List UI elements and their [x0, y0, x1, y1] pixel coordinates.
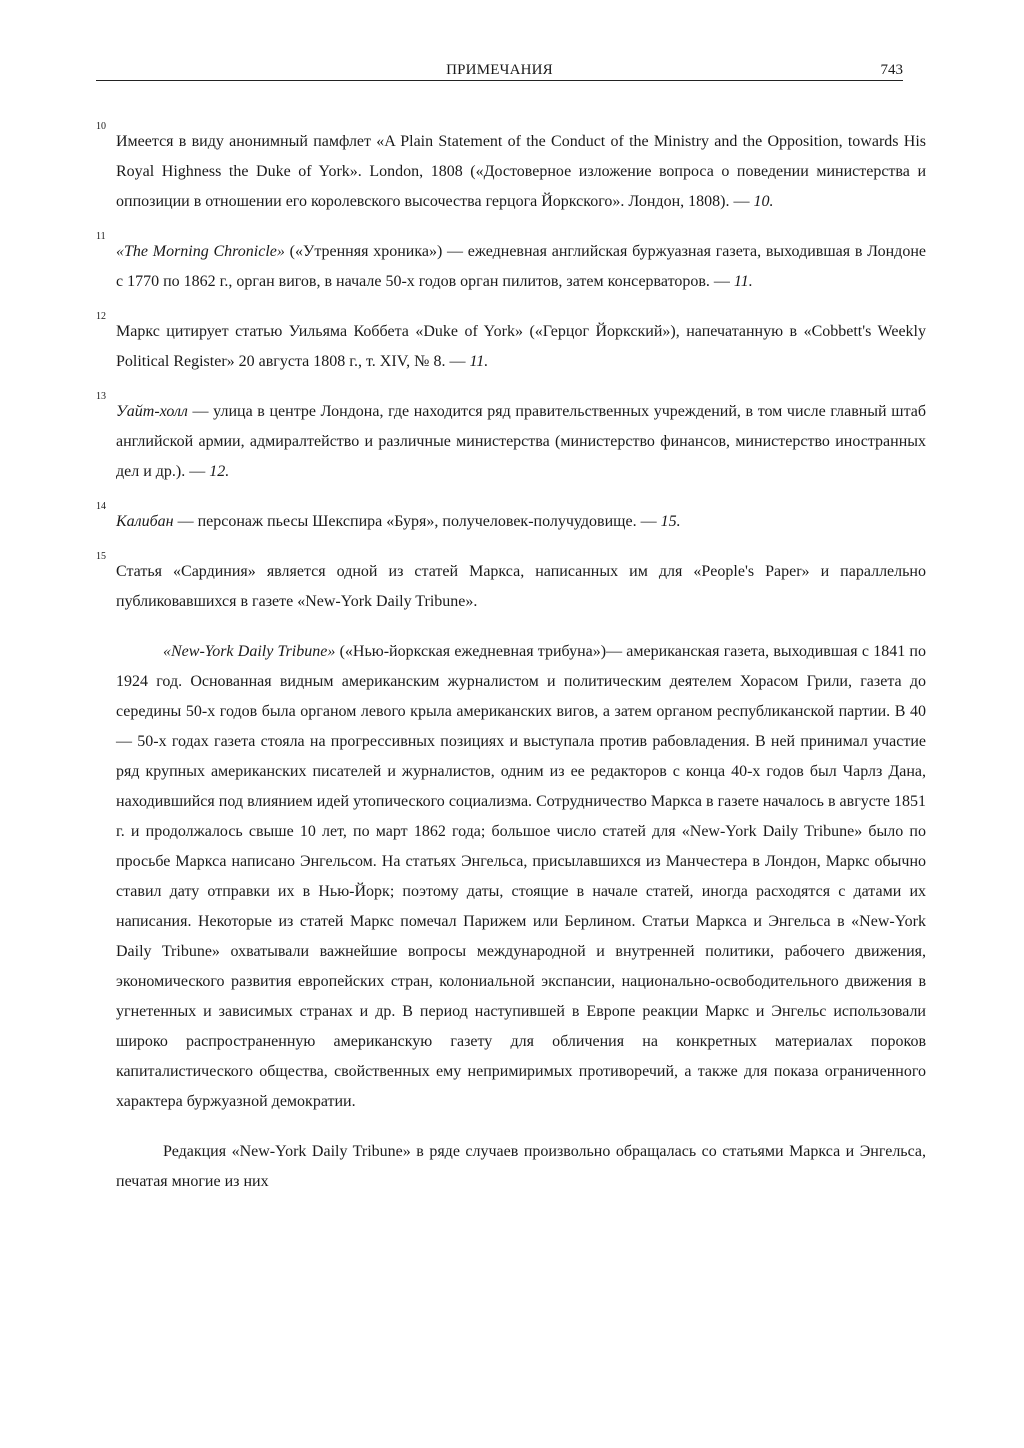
- note-12: [96, 311, 927, 377]
- note-reference: 11.: [469, 353, 489, 370]
- paragraph-text: Редакция «New-York Daily Tribune» в ряде случаев произвольно обращалась со статьями Маркса и Энгельса, печатая многие из них: [116, 1143, 926, 1190]
- note-number: 15: [96, 551, 106, 562]
- note-text: («Утренняя хроника») — ежедневная английская буржуазная газета, выходившая в Лондоне с 1770 по 1862 г., орган вигов, в начале 50-х годов орган пилитов, затем консерваторов. —: [116, 243, 926, 290]
- note-reference: 10.: [753, 193, 774, 210]
- note-text: Статья «Сардиния» является одной из статей Маркса, написанных им для «People's Paper» и параллельно публиковавшихся в газете «New-York Daily Tribune».: [116, 563, 926, 610]
- note-11: [96, 231, 926, 297]
- note-14: [96, 501, 926, 537]
- note-term: Уайт-холл: [116, 403, 188, 420]
- note-reference: 11.: [733, 273, 753, 290]
- body-paragraph: [116, 1137, 926, 1197]
- note-text: — улица в центре Лондона, где находится ряд правительственных учреждений, в том числе главный штаб английской армии, адмиралтейство и различные министерства (министерство финансов, министерство иностранных дел и др.). —: [116, 403, 926, 480]
- header-title: ПРИМЕЧАНИЯ: [446, 62, 553, 78]
- note-reference: 12.: [209, 463, 230, 480]
- note-number: 14: [96, 501, 106, 512]
- note-text: Маркс цитирует статью Уильяма Коббета «Duke of York» («Герцог Йоркский»), напечатанную в «Cobbett's Weekly Political Register» 20 августа 1808 г., т. XIV, № 8. —: [116, 323, 927, 370]
- note-text: — персонаж пьесы Шекспира «Буря», получеловек-получудовище. —: [173, 513, 661, 530]
- note-13: [96, 391, 926, 487]
- notes-list: [96, 121, 927, 1217]
- note-10: [96, 121, 926, 217]
- note-number: 11: [96, 231, 106, 242]
- note-term: Калибан: [116, 513, 174, 530]
- note-text: Имеется в виду анонимный памфлет «A Plain Statement of the Conduct of the Ministry and the Opposition, towards His Royal Highness the Duke of York». London, 1808 («Достоверное изложение вопроса о поведении министерства и оппозиции в отношении его королевского высочества герцога Йоркского». Лондон, 1808). —: [116, 133, 926, 210]
- note-reference: 15.: [660, 513, 681, 530]
- running-header: [96, 60, 903, 81]
- note-number: 12: [96, 311, 106, 322]
- paragraph-term: «New-York Daily Tribune»: [163, 643, 336, 660]
- body-paragraph: [116, 637, 926, 1117]
- note-term: «The Morning Chronicle»: [116, 243, 285, 260]
- page-number: 743: [880, 62, 903, 78]
- note-number: 10: [96, 121, 106, 132]
- note-15: [96, 551, 926, 617]
- paragraph-text: («Нью-йоркская ежедневная трибуна»)— американская газета, выходившая с 1841 по 1924 год. Основанная видным американским журналистом и политическим деятелем Хорасом Грили, газета до середины 50-х годов была органом левого крыла американских вигов, а затем органом республиканской партии. В 40— 50-х годах газета стояла на прогрессивных позициях и выступала против рабовладения. В ней принимал участие ряд крупных американских писателей и журналистов, одним из ее редакторов с конца 40-х годов был Чарлз Дана, находившийся под влиянием идей утопического социализма. Сотрудничество Маркса в газете началось в августе 1851 г. и продолжалось свыше 10 лет, по март 1862 года; большое число статей для «New-York Daily Tribune» было по просьбе Маркса написано Энгельсом. На статьях Энгельса, присылавшихся из Манчестера в Лондон, Маркс обычно ставил дату отправки их в Нью-Йорк; поэтому даты, стоящие в начале статей, иногда расходятся с датами их написания. Некоторые из статей Маркс помечал Парижем или Берлином. Статьи Маркса и Энгельса в «New-York Daily Tribune» охватывали важнейшие вопросы международной и внутренней политики, рабочего движения, экономического развития европейских стран, колониальной экспансии, национально-освободительного движения в угнетенных и зависимых странах и др. В период наступившей в Европе реакции Маркс и Энгельс использовали широко распространенную американскую газету для обличения на конкретных материалах пороков капиталистического общества, свойственных ему непримиримых противоречий, а также для показа ограниченного характера буржуазной демократии.: [116, 643, 926, 1110]
- note-number: 13: [96, 391, 106, 402]
